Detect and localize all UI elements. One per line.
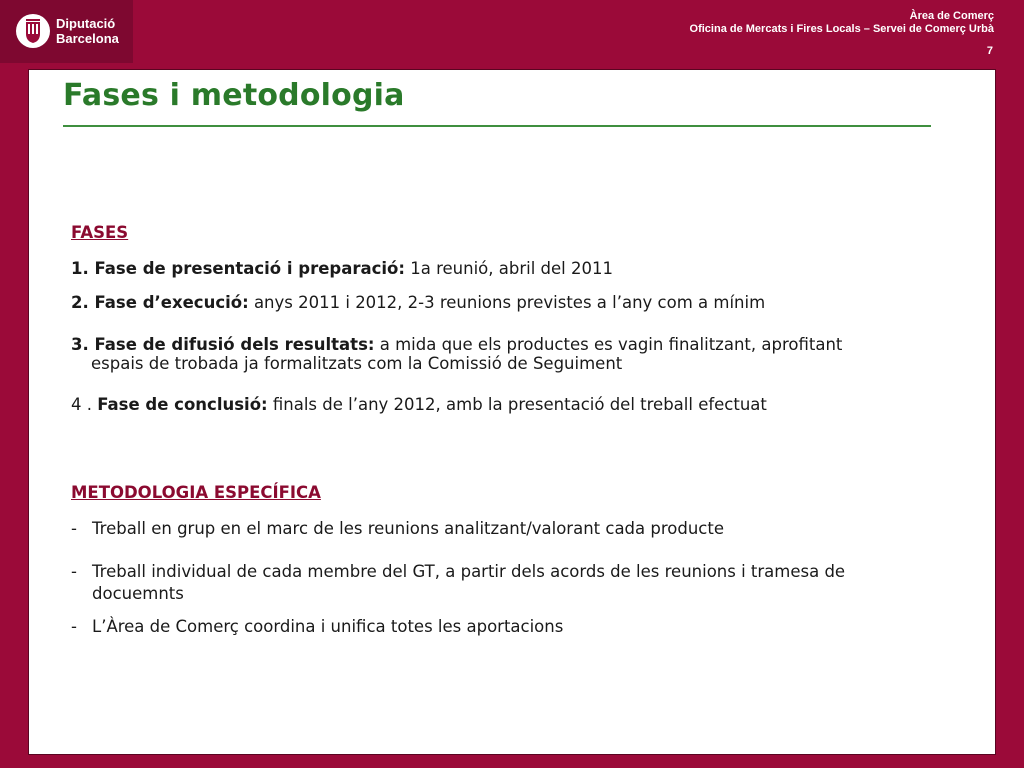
fase-label: 3. Fase de difusió dels resultats: (71, 335, 375, 354)
diputacio-logo (0, 0, 133, 63)
title-divider (63, 125, 931, 127)
slide-panel (28, 69, 996, 755)
fase-text-continuation: espais de trobada ja formalitzats com la Comissió de Seguiment (91, 354, 623, 373)
fase-item (71, 335, 951, 373)
header-info (690, 10, 994, 36)
coat-of-arms-icon (16, 14, 50, 48)
slide-content (71, 223, 951, 636)
fase-label: Fase de conclusió: (97, 395, 268, 414)
fase-text: anys 2011 i 2012, 2-3 reunions previstes a l’any com a mínim (248, 293, 766, 312)
fase-text: a mida que els productes es vagin finalitzant, aprofitant (374, 335, 843, 354)
fase-number: 4 . (71, 395, 98, 414)
metodologia-text: L’Àrea de Comerç coordina i unifica totes les aportacions (92, 617, 564, 636)
metodologia-text-continuation: docuemnts (92, 584, 184, 603)
fase-item (71, 259, 951, 278)
fase-label: 1. Fase de presentació i preparació: (71, 259, 405, 278)
fase-item (71, 395, 951, 414)
page-number: 7 (986, 45, 993, 57)
fases-heading: FASES (71, 223, 129, 242)
metodologia-item (71, 617, 951, 636)
header-office: Oficina de Mercats i Fires Locals – Servei de Comerç Urbà (689, 23, 994, 35)
metodologia-item (71, 519, 951, 538)
logo-text (56, 16, 119, 46)
header-area: Àrea de Comerç (909, 10, 994, 22)
bullet-dash: - (71, 562, 77, 581)
fase-item (71, 293, 951, 312)
bullet-dash: - (71, 519, 77, 538)
page-title: Fases i metodologia (63, 78, 405, 113)
metodologia-text: Treball individual de cada membre del GT, a partir dels acords de les reunions i tramesa de (92, 562, 846, 581)
fase-text: 1a reunió, abril del 2011 (405, 259, 613, 278)
metodologia-heading: METODOLOGIA ESPECÍFICA (71, 483, 321, 502)
fase-text: finals de l’any 2012, amb la presentació del treball efectuat (267, 395, 767, 414)
bullet-dash: - (71, 617, 77, 636)
logo-line-2: Barcelona (56, 31, 119, 46)
metodologia-item (71, 562, 951, 603)
metodologia-text: Treball en grup en el marc de les reunions analitzant/valorant cada producte (92, 519, 725, 538)
logo-line-1: Diputació (56, 16, 116, 31)
fase-label: 2. Fase d’execució: (71, 293, 249, 312)
